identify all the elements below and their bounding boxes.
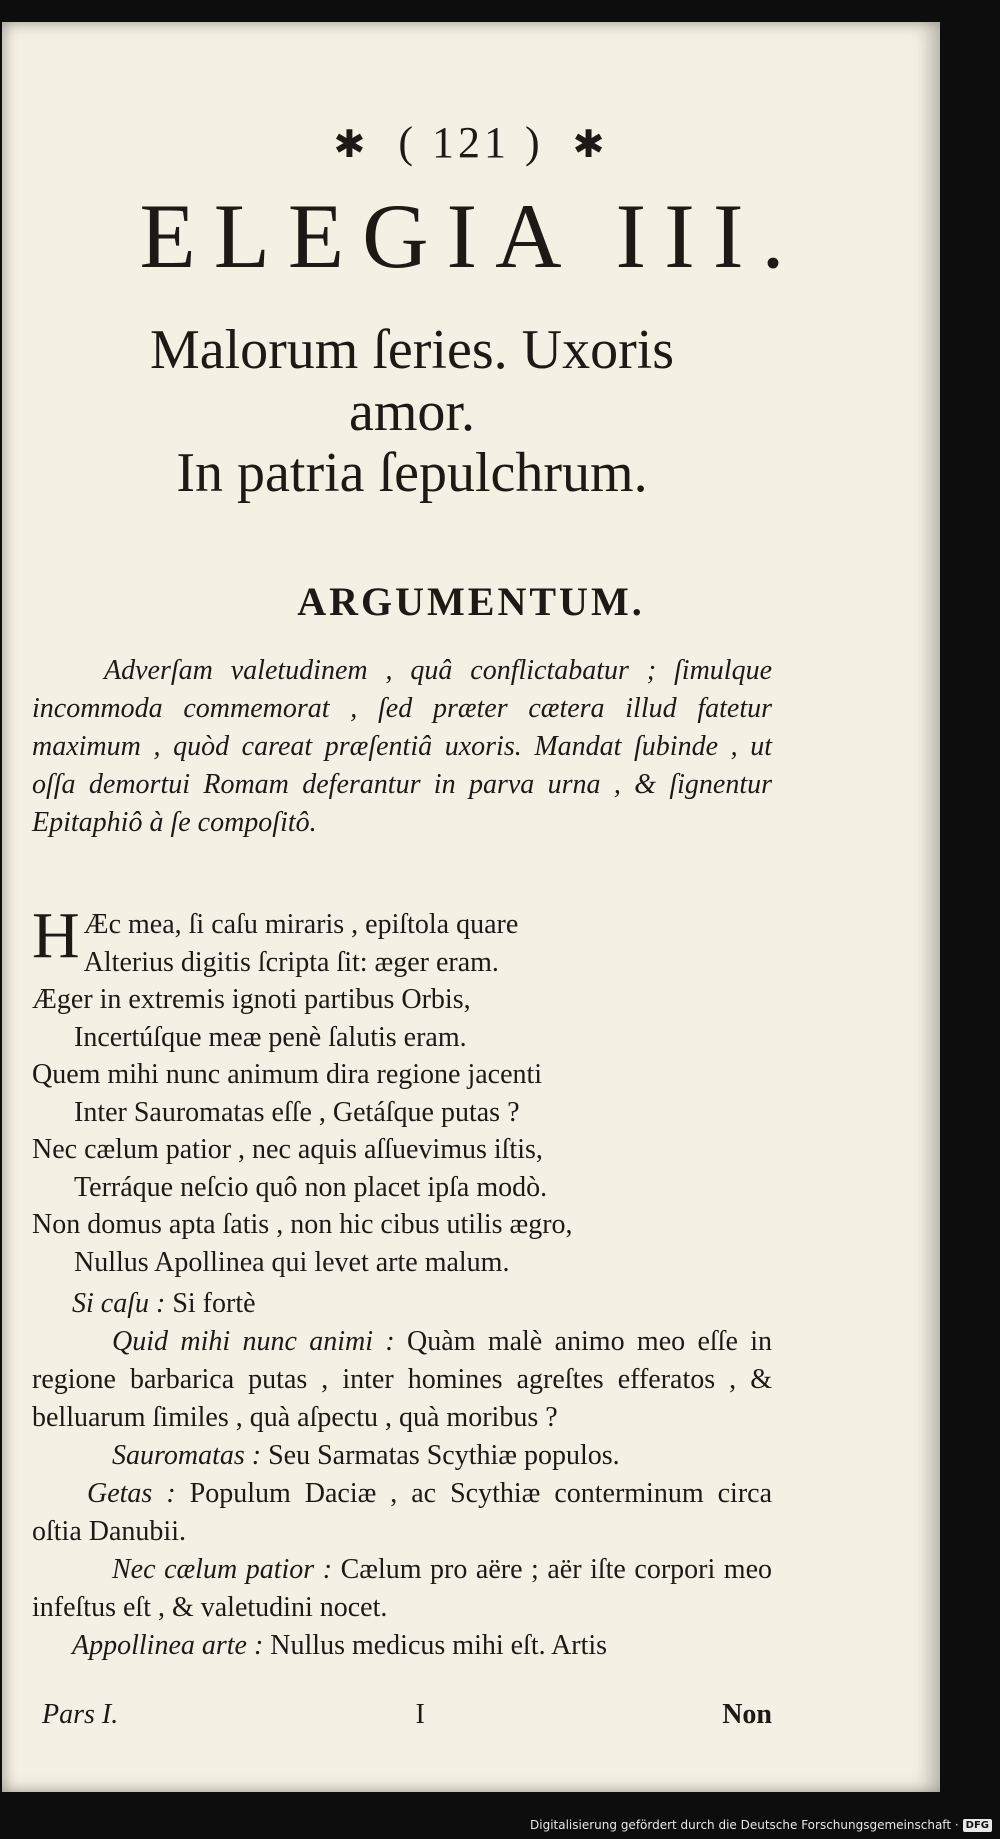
poem-line: Alterius digitis ſcripta ſit: æger eram. bbox=[83, 946, 499, 978]
digitization-credit bbox=[530, 1818, 1000, 1832]
subtitle-line: amor. bbox=[349, 380, 475, 443]
note: Appollinea arte : Nullus medicus mihi eſt. Artis bbox=[72, 1630, 608, 1661]
subtitle-line: Malorum ſeries. Uxoris bbox=[149, 319, 675, 381]
poem-line: Nullus Apollinea qui levet arte malum. bbox=[74, 1246, 510, 1278]
signature-mark: Pars I. bbox=[42, 1699, 119, 1730]
dfg-logo: DFG bbox=[963, 1819, 992, 1832]
argument-paragraph: Adverſam valetudinem , quâ conflictabatur ; ſimulque incommoda commemorat , ſed præter cætera illud fatetur maximum , quòd careat præſentiâ uxoris. Mandat ſubinde , ut oſſa demortui Romam deferantur in parva urna , & ſignentur Epitaphiô à ſe compoſitô. bbox=[32, 655, 772, 838]
note: Si caſu : Si fortè bbox=[72, 1288, 256, 1319]
note: Sauromatas : Seu Sarmatas Scythiæ populos. bbox=[112, 1440, 620, 1471]
page-header bbox=[2, 117, 940, 168]
poem-line: Inter Sauromatas eſſe , Getáſque putas ? bbox=[74, 1096, 520, 1128]
book-page bbox=[2, 22, 940, 1792]
digitization-text: Digitalisierung gefördert durch die Deutsche Forschungsgemeinschaft · bbox=[530, 1818, 959, 1832]
poem-line: Incertúſque meæ penè ſalutis eram. bbox=[74, 1021, 467, 1053]
poem-line: Nec cælum patior , nec aquis aſſuevimus iſtis, bbox=[32, 1134, 543, 1165]
elegy-title: ELEGIA III. bbox=[139, 185, 803, 287]
poem-line: Terráque neſcio quô non placet ipſa modò. bbox=[74, 1171, 548, 1203]
note: Nec cælum patior : Cælum pro aëre ; aër iſte corpori meo infeſtus eſt , & valetudini nocet. bbox=[32, 1554, 772, 1623]
elegy-subtitle bbox=[72, 320, 752, 505]
poem-verses bbox=[32, 899, 782, 1281]
ornament-left-icon: ✱ bbox=[333, 122, 370, 166]
sheet-mark: I bbox=[415, 1699, 425, 1730]
note: Getas : Populum Daciæ , ac Scythiæ conterminum circa oſtia Danubii. bbox=[32, 1478, 772, 1547]
subtitle-line: In patria ſepulchrum. bbox=[176, 442, 648, 505]
drop-cap: H bbox=[32, 899, 80, 972]
ornament-right-icon: ✱ bbox=[572, 122, 609, 166]
poem-line: Quem mihi nunc animum dira regione jacenti bbox=[32, 1059, 543, 1090]
page-footer bbox=[42, 1699, 772, 1731]
commentary-notes bbox=[32, 1285, 772, 1665]
poem-line: Non domus apta ſatis , non hic cibus utilis ægro, bbox=[32, 1209, 573, 1240]
argument-heading: ARGUMENTUM. bbox=[297, 579, 645, 624]
page-number: ( 121 ) bbox=[398, 118, 544, 167]
poem-line: H Æc mea, ſi caſu miraris , epiſtola quare bbox=[32, 899, 519, 972]
note: Quid mihi nunc animi : Quàm malè animo meo eſſe in regione barbarica putas , inter homines agreſtes efferatos , & belluarum ſimiles , quà aſpectu , quà moribus ? bbox=[32, 1326, 773, 1433]
poem-line: Æger in extremis ignoti partibus Orbis, bbox=[32, 984, 471, 1015]
catchword: Non bbox=[722, 1699, 772, 1730]
